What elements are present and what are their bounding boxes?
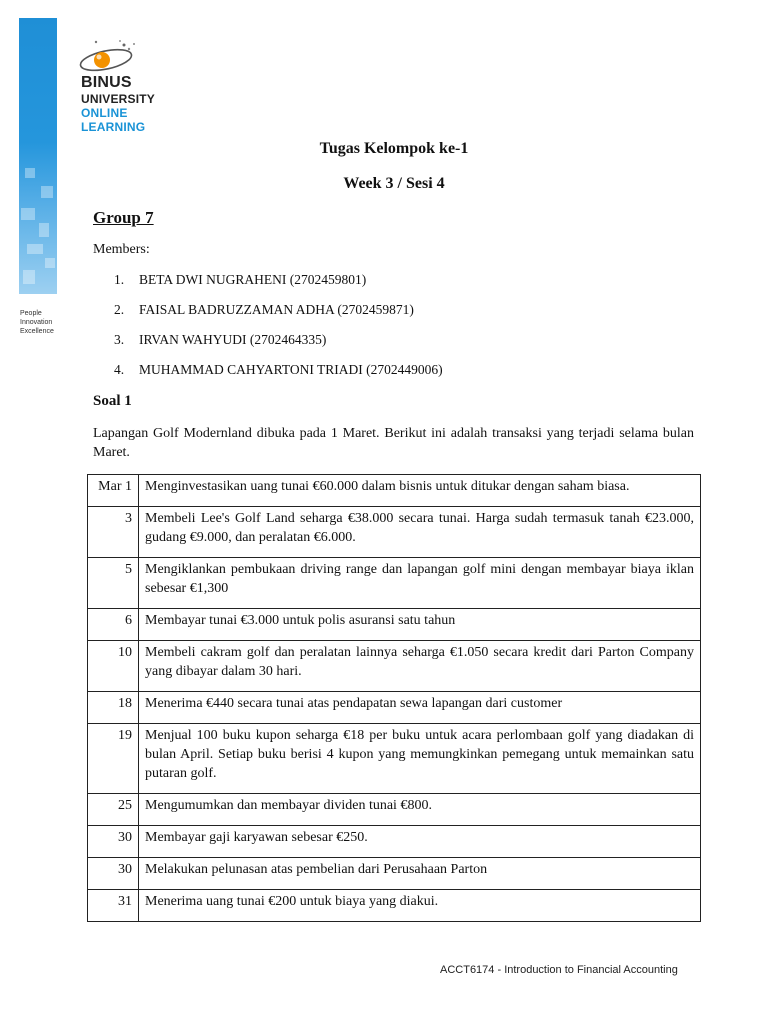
transaction-description: Menerima €440 secara tunai atas pendapatan sewa lapangan dari customer bbox=[139, 692, 701, 724]
question-intro: Lapangan Golf Modernland dibuka pada 1 Maret. Berikut ini adalah transaksi yang terjadi selama bulan Maret. bbox=[93, 426, 694, 460]
member-number: 3. bbox=[114, 332, 125, 347]
members-label: Members: bbox=[93, 242, 150, 257]
transaction-date: Mar 1 bbox=[88, 475, 139, 507]
tagline-line: People bbox=[20, 310, 42, 317]
transaction-date: 10 bbox=[88, 641, 139, 692]
transaction-description: Membeli cakram golf dan peralatan lainnya seharga €1.050 secara kredit dari Parton Company yang dibayar dalam 30 hari. bbox=[139, 641, 701, 692]
logo-text-online: ONLINE bbox=[81, 106, 128, 120]
document-subtitle: Week 3 / Sesi 4 bbox=[343, 175, 445, 192]
transaction-description: Membayar tunai €3.000 untuk polis asuransi satu tahun bbox=[139, 609, 701, 641]
tagline-line: Innovation bbox=[20, 319, 53, 326]
table-row bbox=[88, 890, 701, 922]
table-row bbox=[88, 507, 701, 558]
transaction-description: Melakukan pelunasan atas pembelian dari Perusahaan Parton bbox=[139, 858, 701, 890]
table-row bbox=[88, 794, 701, 826]
member-number: 2. bbox=[114, 302, 125, 317]
member-item bbox=[114, 302, 414, 318]
table-row bbox=[88, 692, 701, 724]
logo-text-learning: LEARNING bbox=[81, 120, 146, 134]
transaction-date: 30 bbox=[88, 826, 139, 858]
transaction-date: 3 bbox=[88, 507, 139, 558]
transaction-description: Membayar gaji karyawan sebesar €250. bbox=[139, 826, 701, 858]
question-heading: Soal 1 bbox=[93, 393, 132, 409]
member-item bbox=[114, 362, 443, 378]
table-row bbox=[88, 609, 701, 641]
tagline bbox=[20, 309, 80, 336]
transaction-date: 25 bbox=[88, 794, 139, 826]
binus-logo bbox=[76, 36, 196, 136]
member-name: BETA DWI NUGRAHENI (2702459801) bbox=[139, 272, 367, 287]
transaction-date: 31 bbox=[88, 890, 139, 922]
transaction-date: 6 bbox=[88, 609, 139, 641]
member-number: 1. bbox=[114, 272, 125, 287]
transaction-date: 19 bbox=[88, 724, 139, 794]
table-row bbox=[88, 475, 701, 507]
transaction-description: Menginvestasikan uang tunai €60.000 dalam bisnis untuk ditukar dengan saham biasa. bbox=[139, 475, 701, 507]
member-name: MUHAMMAD CAHYARTONI TRIADI (2702449006) bbox=[139, 362, 443, 377]
transaction-date: 18 bbox=[88, 692, 139, 724]
member-number: 4. bbox=[114, 362, 125, 377]
logo-text-binus: BINUS bbox=[81, 74, 132, 91]
transaction-description: Menerima uang tunai €200 untuk biaya yang diakui. bbox=[139, 890, 701, 922]
logo-text-university: UNIVERSITY bbox=[81, 92, 156, 106]
document-title: Tugas Kelompok ke-1 bbox=[319, 140, 469, 157]
transaction-date: 5 bbox=[88, 558, 139, 609]
table-row bbox=[88, 641, 701, 692]
transactions-table bbox=[87, 474, 701, 922]
transaction-description: Mengiklankan pembukaan driving range dan lapangan golf mini dengan membayar biaya iklan sebesar €1,300 bbox=[139, 558, 701, 609]
group-heading: Group 7 bbox=[93, 208, 154, 227]
logo-orbit-icon bbox=[76, 36, 146, 76]
member-name: FAISAL BADRUZZAMAN ADHA (2702459871) bbox=[139, 302, 414, 317]
transaction-date: 30 bbox=[88, 858, 139, 890]
member-item bbox=[114, 332, 326, 348]
transaction-description: Membeli Lee's Golf Land seharga €38.000 secara tunai. Harga sudah termasuk tanah €23.000, gudang €9.000, dan peralatan €6.000. bbox=[139, 507, 701, 558]
table-row bbox=[88, 858, 701, 890]
tagline-line: Excellence bbox=[20, 328, 54, 335]
table-row bbox=[88, 826, 701, 858]
member-name: IRVAN WAHYUDI (2702464335) bbox=[139, 332, 327, 347]
table-row bbox=[88, 558, 701, 609]
table-row bbox=[88, 724, 701, 794]
page-footer: ACCT6174 - Introduction to Financial Accounting bbox=[440, 964, 678, 976]
transaction-description: Mengumumkan dan membayar dividen tunai €800. bbox=[139, 794, 701, 826]
transaction-description: Menjual 100 buku kupon seharga €18 per buku untuk acara perlombaan golf yang diadakan di bulan April. Setiap buku berisi 4 kupon yang memungkinkan pemegang untuk memainkan satu putaran golf. bbox=[139, 724, 701, 794]
member-item bbox=[114, 272, 366, 288]
